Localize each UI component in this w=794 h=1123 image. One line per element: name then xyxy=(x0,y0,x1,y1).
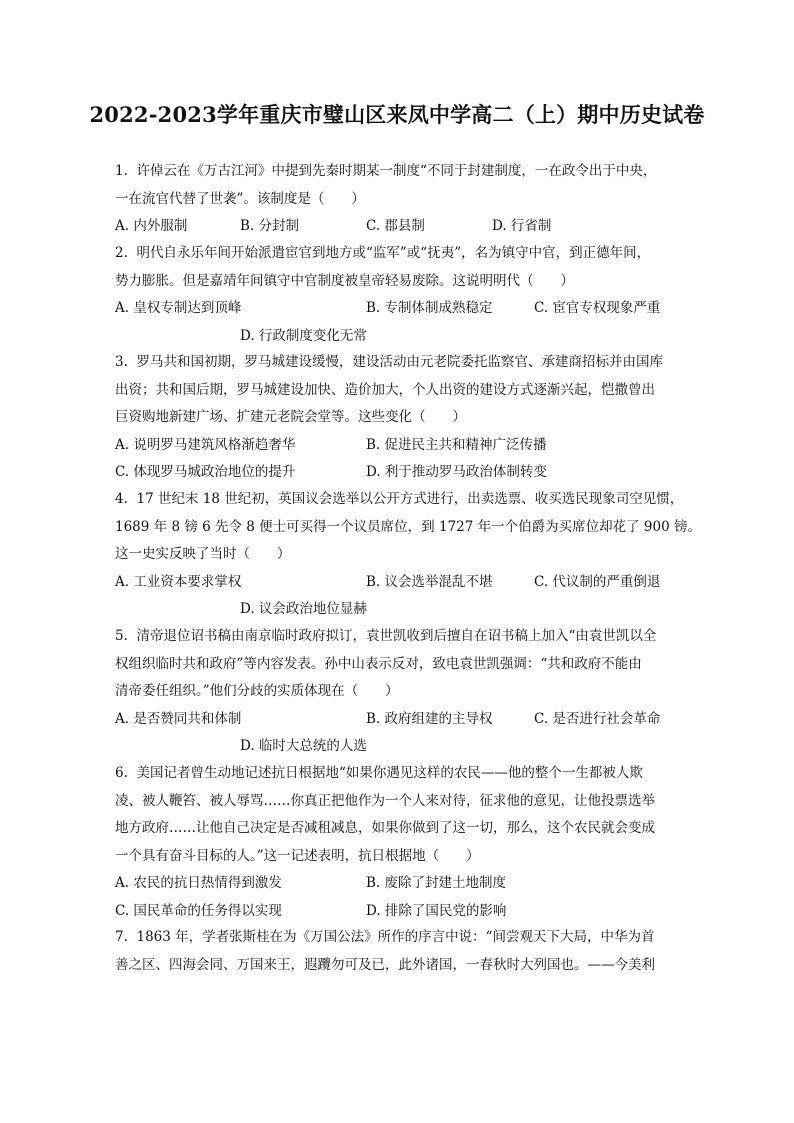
question-text-line: 善之区、四海会同、万国来王，遐𨈇勿可及已，此外诸国，一春秋时大列国也。——今美利 xyxy=(115,956,655,973)
question-text-line: 1. 许倬云在《万古江河》中提到先秦时期某一制度“不同于封建制度，一在政令出于中央， xyxy=(115,163,657,179)
options-row xyxy=(115,323,690,351)
option-d[interactable]: D. 行省制 xyxy=(492,218,552,234)
option-b[interactable]: B. 分封制 xyxy=(240,218,300,234)
question-7 xyxy=(115,924,690,979)
question-4 xyxy=(115,486,701,624)
question-text-line: 4. 17 世纪末 18 世纪初，英国议会选举以公开方式进行，出卖选票、收买选民现象司空见惯， xyxy=(115,491,684,507)
question-text-line: 一个具有奋斗目标的人。”这一记述表明，抗日根据地（ ） xyxy=(115,847,480,864)
option-b[interactable]: B. 废除了封建土地制度 xyxy=(366,875,507,891)
question-number: 5. xyxy=(115,628,128,644)
question-text-line: 2. 明代自永乐年间开始派遣宦官到地方或“监军”或“抚夷”，名为镇守中官，到正德年间， xyxy=(115,245,651,261)
options-row xyxy=(115,706,690,734)
option-d[interactable]: D. 利于推动罗马政治体制转变 xyxy=(366,464,547,480)
question-text-line: 势力膨胀。但是嘉靖年间镇守中官制度被皇帝轻易废除。这说明明代（ ） xyxy=(115,272,574,289)
options-row xyxy=(115,733,690,761)
question-text-line: 1689 年 8 镑 6 先令 8 便士可买得一个议员席位，到 1727 年一个伯爵为买席位却花了 900 镑。 xyxy=(115,518,701,535)
option-a[interactable]: A. 皇权专制达到顶峰 xyxy=(115,300,242,316)
option-c[interactable]: C. 宦官专权现象严重 xyxy=(534,300,661,316)
question-text-line: 一在流官代替了世袭”。该制度是（ ） xyxy=(115,190,365,207)
option-b[interactable]: B. 政府组建的主导权 xyxy=(366,710,493,727)
question-1 xyxy=(115,158,690,241)
option-c[interactable]: C. 代议制的严重倒退 xyxy=(534,573,661,590)
option-b[interactable]: B. 专制体制成熟稳定 xyxy=(366,300,493,316)
option-a[interactable]: A. 工业资本要求掌权 xyxy=(115,573,242,590)
options-row xyxy=(115,596,690,624)
option-c[interactable]: C. 国民革命的任务得以实现 xyxy=(115,902,282,919)
option-a[interactable]: A. 是否赞同共和体制 xyxy=(115,710,242,727)
option-c[interactable]: C. 郡县制 xyxy=(366,218,425,234)
option-d[interactable]: D. 排除了国民党的影响 xyxy=(366,902,507,919)
question-text-line: 地方政府……让他自己决定是否减租减息，如果你做到了这一切，那么，这个农民就会变成 xyxy=(115,820,655,836)
option-c[interactable]: C. 是否进行社会革命 xyxy=(534,710,661,727)
option-d[interactable]: D. 议会政治地位显赫 xyxy=(240,601,367,617)
option-c[interactable]: C. 体现罗马城政治地位的提升 xyxy=(115,464,296,480)
options-row xyxy=(115,459,690,487)
question-number: 4. xyxy=(115,491,128,507)
question-5 xyxy=(115,623,690,761)
question-number: 2. xyxy=(115,245,128,261)
options-row xyxy=(115,295,690,323)
option-b[interactable]: B. 议会选举混乱不堪 xyxy=(366,573,493,590)
option-a[interactable]: A. 内外服制 xyxy=(115,218,188,234)
question-3 xyxy=(115,349,690,487)
page-title: 2022-2023学年重庆市璧山区来凤中学高二（上）期中历史试卷 xyxy=(89,102,705,127)
options-row xyxy=(115,213,690,241)
question-text-line: 5. 清帝退位诏书稿由南京临时政府拟订，袁世凯收到后擅自在诏书稿上加入“由袁世凯以全 xyxy=(115,628,657,644)
option-a[interactable]: A. 说明罗马建筑风格渐趋奢华 xyxy=(115,436,296,453)
option-b[interactable]: B. 促进民主共和精神广泛传播 xyxy=(366,436,547,453)
question-text-line: 清帝委任组织。”他们分歧的实质体现在（ ） xyxy=(115,683,399,699)
question-number: 3. xyxy=(115,354,128,370)
question-text-line: 这一史实反映了当时（ ） xyxy=(115,546,291,562)
options-row xyxy=(115,569,690,597)
question-number: 7. xyxy=(115,929,128,945)
question-text-line: 3. 罗马共和国初期，罗马城建设缓慢，建设活动由元老院委托监察官、承建商招标并由国库 xyxy=(115,354,663,370)
question-6 xyxy=(115,760,690,925)
options-row xyxy=(115,870,690,898)
question-2 xyxy=(115,240,690,350)
question-number: 1. xyxy=(115,163,128,179)
options-row xyxy=(115,898,690,926)
option-a[interactable]: A. 农民的抗日热情得到激发 xyxy=(115,875,282,891)
question-text-line: 凌、被人鞭笞、被人辱骂……你真正把他作为一个人来对待，征求他的意见，让他投票选举 xyxy=(115,792,655,809)
options-row xyxy=(115,432,690,460)
question-text-line: 6. 美国记者曾生动地记述抗日根据地“如果你遇见这样的农民——他的整个一生都被人欺 xyxy=(115,765,643,781)
question-text-line: 权组织临时共和政府”等内容发表。孙中山表示反对，致电袁世凯强调：“共和政府不能由 xyxy=(115,655,642,672)
question-number: 6. xyxy=(115,765,128,781)
question-text-line: 出资；共和国后期，罗马城建设加快、造价加大，个人出资的建设方式逐渐兴起，恺撒曾出 xyxy=(115,381,655,398)
question-text-line: 7. 1863 年，学者张斯桂在为《万国公法》所作的序言中说：“间尝观天下大局，中华为首 xyxy=(115,929,655,945)
question-text-line: 巨资购地新建广场、扩建元老院会堂等。这些变化（ ） xyxy=(115,409,466,425)
option-d[interactable]: D. 临时大总统的人选 xyxy=(240,738,367,754)
option-d[interactable]: D. 行政制度变化无常 xyxy=(240,327,367,344)
